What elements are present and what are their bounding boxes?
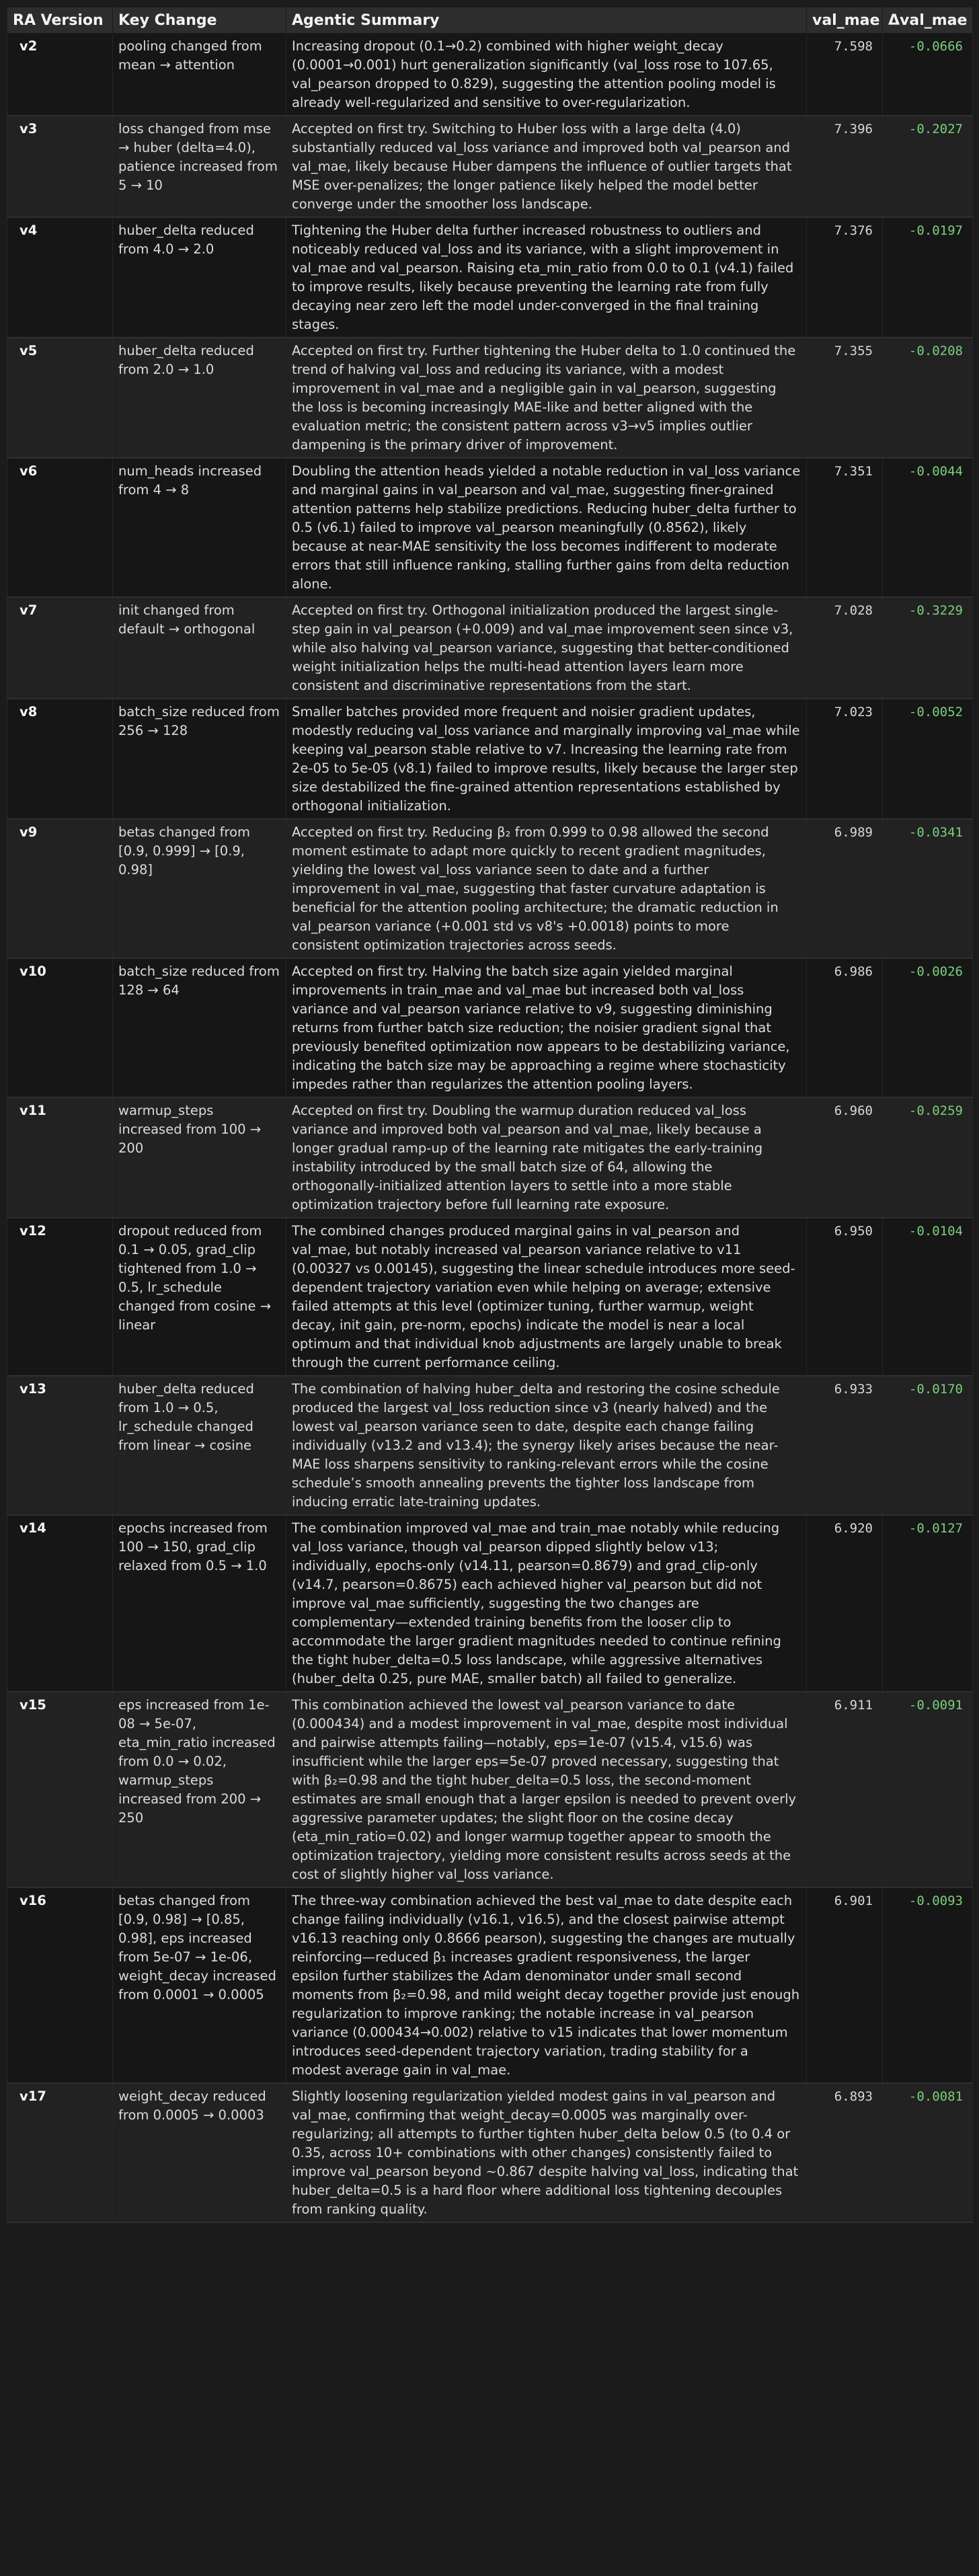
cell-version: v5 (7, 338, 113, 458)
cell-delta-val-mae: -0.0170 (883, 1376, 973, 1515)
table-row (7, 2083, 973, 2222)
cell-summary: Slightly loosening regularization yielded modest gains in val_pearson and val_mae, confirming that weight_decay=0.0005 was marginally over-regularizing; all attempts to further tighten huber_delta below 0.5 (to 0.4 or 0.35, across 10+ combinations with other changes) consistently failed to improve val_pearson beyond ~0.867 despite halving val_loss, indicating that huber_delta=0.5 is a hard floor where additional loss tightening decouples from ranking quality. (286, 2083, 807, 2222)
cell-key-change: warmup_steps increased from 100 → 200 (113, 1097, 286, 1218)
cell-val-mae: 6.960 (807, 1097, 883, 1218)
results-table (7, 7, 973, 2223)
cell-delta-val-mae: -0.0052 (883, 699, 973, 819)
cell-delta-val-mae: -0.0104 (883, 1218, 973, 1376)
header-delta-val-mae[interactable]: Δval_mae (883, 7, 973, 34)
cell-val-mae: 7.028 (807, 597, 883, 699)
cell-delta-val-mae: -0.2027 (883, 116, 973, 217)
cell-key-change: batch_size reduced from 256 → 128 (113, 699, 286, 819)
cell-val-mae: 7.376 (807, 217, 883, 338)
table-row (7, 1887, 973, 2083)
cell-key-change: weight_decay reduced from 0.0005 → 0.0003 (113, 2083, 286, 2222)
cell-summary: This combination achieved the lowest val_pearson variance to date (0.000434) and a modest improvement in val_mae, despite most individual and pairwise attempts failing—notably, eps=1e-07 (v15.4, v15.6) was insufficient while the larger eps=5e-07 proved necessary, suggesting that with β₂=0.98 and the tight huber_delta=0.5 loss, the second-moment estimates are small enough that a larger epsilon is needed to prevent overly aggressive parameter updates; the slight floor on the cosine decay (eta_min_ratio=0.02) and longer warmup together appear to smooth the optimization trajectory, yielding more consistent results across seeds at the cost of slightly higher val_loss variance. (286, 1692, 807, 1887)
header-key-change[interactable]: Key Change (113, 7, 286, 34)
cell-delta-val-mae: -0.0127 (883, 1515, 973, 1692)
cell-summary: Increasing dropout (0.1→0.2) combined with higher weight_decay (0.0001→0.001) hurt generalization significantly (val_loss rose to 107.65, val_pearson dropped to 0.829), suggesting the attention pooling model is already well-regularized and sensitive to over-regularization. (286, 34, 807, 116)
cell-delta-val-mae: -0.0044 (883, 458, 973, 597)
cell-val-mae: 7.396 (807, 116, 883, 217)
cell-delta-val-mae: -0.0259 (883, 1097, 973, 1218)
cell-delta-val-mae: -0.3229 (883, 597, 973, 699)
cell-summary: The three-way combination achieved the best val_mae to date despite each change failing individually (v16.1, v16.5), and the closest pairwise attempt v16.13 reaching only 0.8666 pearson), suggesting the changes are mutually reinforcing—reduced β₁ increases gradient responsiveness, the larger epsilon further stabilizes the Adam denominator under small second moments from β₂=0.98, and mild weight decay together provide just enough regularization to improve ranking; the notable increase in val_pearson variance (0.000434→0.002) relative to v15 indicates that lower momentum introduces seed-dependent trajectory variation, trading stability for a modest average gain in val_mae. (286, 1887, 807, 2083)
cell-version: v7 (7, 597, 113, 699)
cell-val-mae: 6.950 (807, 1218, 883, 1376)
table-row (7, 699, 973, 819)
cell-val-mae: 7.598 (807, 34, 883, 116)
cell-val-mae: 7.023 (807, 699, 883, 819)
cell-version: v9 (7, 819, 113, 958)
cell-version: v13 (7, 1376, 113, 1515)
cell-delta-val-mae: -0.0666 (883, 34, 973, 116)
header-row (7, 7, 973, 34)
cell-val-mae: 6.933 (807, 1376, 883, 1515)
table-row (7, 34, 973, 116)
cell-delta-val-mae: -0.0091 (883, 1692, 973, 1887)
cell-val-mae: 7.351 (807, 458, 883, 597)
cell-delta-val-mae: -0.0081 (883, 2083, 973, 2222)
table-row (7, 338, 973, 458)
cell-key-change: huber_delta reduced from 2.0 → 1.0 (113, 338, 286, 458)
table-row (7, 1515, 973, 1692)
table-row (7, 958, 973, 1097)
cell-version: v4 (7, 217, 113, 338)
cell-summary: The combined changes produced marginal gains in val_pearson and val_mae, but notably increased val_pearson variance relative to v11 (0.00327 vs 0.00145), suggesting the linear schedule introduces more seed-dependent trajectory variation even while helping on average; extensive failed attempts at this level (optimizer tuning, further warmup, weight decay, init gain, pre-norm, epochs) indicate the model is near a local optimum and that individual knob adjustments are largely unable to break through the current performance ceiling. (286, 1218, 807, 1376)
cell-key-change: num_heads increased from 4 → 8 (113, 458, 286, 597)
cell-delta-val-mae: -0.0341 (883, 819, 973, 958)
cell-version: v15 (7, 1692, 113, 1887)
cell-summary: Accepted on first try. Doubling the warmup duration reduced val_loss variance and improved both val_pearson and val_mae, likely because a longer gradual ramp-up of the learning rate mitigates the early-training instability introduced by the small batch size of 64, allowing the orthogonally-initialized attention layers to settle into a more stable optimization trajectory before full learning rate exposure. (286, 1097, 807, 1218)
cell-version: v8 (7, 699, 113, 819)
cell-key-change: dropout reduced from 0.1 → 0.05, grad_clip tightened from 1.0 → 0.5, lr_schedule changed from cosine → linear (113, 1218, 286, 1376)
cell-summary: Smaller batches provided more frequent and noisier gradient updates, modestly reducing val_loss variance and marginally improving val_mae while keeping val_pearson stable relative to v7. Increasing the learning rate from 2e-05 to 5e-05 (v8.1) failed to improve results, likely because the larger step size destabilized the fine-grained attention representations established by orthogonal initialization. (286, 699, 807, 819)
header-val-mae[interactable]: val_mae (807, 7, 883, 34)
table-row (7, 819, 973, 958)
cell-version: v12 (7, 1218, 113, 1376)
cell-val-mae: 6.901 (807, 1887, 883, 2083)
table-header (7, 7, 973, 34)
cell-key-change: huber_delta reduced from 1.0 → 0.5, lr_schedule changed from linear → cosine (113, 1376, 286, 1515)
cell-val-mae: 7.355 (807, 338, 883, 458)
cell-delta-val-mae: -0.0208 (883, 338, 973, 458)
cell-summary: Accepted on first try. Further tightening the Huber delta to 1.0 continued the trend of halving val_loss and reducing its variance, with a modest improvement in val_mae and a negligible gain in val_pearson, suggesting the loss is becoming increasingly MAE-like and better aligned with the evaluation metric; the consistent pattern across v3→v5 implies outlier dampening is the primary driver of improvement. (286, 338, 807, 458)
cell-summary: The combination of halving huber_delta and restoring the cosine schedule produced the largest val_loss reduction since v3 (nearly halved) and the lowest val_pearson variance seen to date, despite each change failing individually (v13.2 and v13.4); the synergy likely arises because the near-MAE loss sharpens sensitivity to ranking-relevant errors while the cosine schedule’s smooth annealing prevents the tighter loss landscape from inducing erratic late-training updates. (286, 1376, 807, 1515)
cell-version: v2 (7, 34, 113, 116)
cell-version: v17 (7, 2083, 113, 2222)
cell-summary: Accepted on first try. Halving the batch size again yielded marginal improvements in train_mae and val_mae but increased both val_loss variance and val_pearson variance relative to v9, suggesting diminishing returns from further batch size reduction; the noisier gradient signal that previously benefited optimization now appears to be destabilizing variance, indicating the batch size may be approaching a regime where stochasticity impedes rather than regularizes the attention pooling layers. (286, 958, 807, 1097)
table-row (7, 1376, 973, 1515)
cell-key-change: betas changed from [0.9, 0.999] → [0.9, 0.98] (113, 819, 286, 958)
cell-key-change: batch_size reduced from 128 → 64 (113, 958, 286, 1097)
cell-summary: Doubling the attention heads yielded a notable reduction in val_loss variance and marginal gains in val_pearson and val_mae, suggesting finer-grained attention patterns help stabilize predictions. Reducing huber_delta further to 0.5 (v6.1) failed to improve val_pearson meaningfully (0.8562), likely because at near-MAE sensitivity the loss becomes indifferent to moderate errors that still influence ranking, stalling further gains from delta reduction alone. (286, 458, 807, 597)
cell-version: v10 (7, 958, 113, 1097)
header-ra-version[interactable]: RA Version (7, 7, 113, 34)
cell-summary: Accepted on first try. Reducing β₂ from 0.999 to 0.98 allowed the second moment estimate to adapt more quickly to recent gradient magnitudes, yielding the lowest val_loss variance seen to date and a further improvement in val_mae, suggesting that faster curvature adaptation is beneficial for the attention pooling architecture; the dramatic reduction in val_pearson variance (+0.001 std vs v8's +0.0018) points to more consistent optimization trajectories across seeds. (286, 819, 807, 958)
cell-key-change: betas changed from [0.9, 0.98] → [0.85, 0.98], eps increased from 5e-07 → 1e-06, weight_decay increased from 0.0001 → 0.0005 (113, 1887, 286, 2083)
cell-delta-val-mae: -0.0093 (883, 1887, 973, 2083)
cell-key-change: eps increased from 1e-08 → 5e-07, eta_min_ratio increased from 0.0 → 0.02, warmup_steps increased from 200 → 250 (113, 1692, 286, 1887)
cell-val-mae: 6.986 (807, 958, 883, 1097)
cell-delta-val-mae: -0.0197 (883, 217, 973, 338)
table-row (7, 217, 973, 338)
cell-version: v6 (7, 458, 113, 597)
table-row (7, 1097, 973, 1218)
cell-summary: The combination improved val_mae and train_mae notably while reducing val_loss variance, though val_pearson dipped slightly below v13; individually, epochs-only (v14.11, pearson=0.8679) and grad_clip-only (v14.7, pearson=0.8675) each achieved higher val_pearson but did not improve val_mae sufficiently, suggesting the two changes are complementary—extended training benefits from the looser clip to accommodate the larger gradient magnitudes needed to continue refining the tight huber_delta=0.5 loss landscape, while aggressive alternatives (huber_delta 0.25, pure MAE, smaller batch) all failed to generalize. (286, 1515, 807, 1692)
cell-summary: Tightening the Huber delta further increased robustness to outliers and noticeably reduced val_loss and its variance, with a slight improvement in val_mae and val_pearson. Raising eta_min_ratio from 0.0 to 0.1 (v4.1) failed to improve results, likely because preventing the learning rate from fully decaying near zero left the model under-converged in the final training stages. (286, 217, 807, 338)
table-body (7, 34, 973, 2223)
cell-key-change: pooling changed from mean → attention (113, 34, 286, 116)
cell-version: v14 (7, 1515, 113, 1692)
cell-key-change: epochs increased from 100 → 150, grad_clip relaxed from 0.5 → 1.0 (113, 1515, 286, 1692)
cell-key-change: init changed from default → orthogonal (113, 597, 286, 699)
cell-val-mae: 6.920 (807, 1515, 883, 1692)
table-row (7, 116, 973, 217)
cell-val-mae: 6.893 (807, 2083, 883, 2222)
table-row (7, 458, 973, 597)
table-row (7, 1218, 973, 1376)
header-agentic-summary[interactable]: Agentic Summary (286, 7, 807, 34)
cell-version: v3 (7, 116, 113, 217)
cell-version: v16 (7, 1887, 113, 2083)
table-row (7, 597, 973, 699)
cell-val-mae: 6.989 (807, 819, 883, 958)
cell-version: v11 (7, 1097, 113, 1218)
cell-key-change: huber_delta reduced from 4.0 → 2.0 (113, 217, 286, 338)
cell-summary: Accepted on first try. Orthogonal initialization produced the largest single-step gain in val_pearson (+0.009) and val_mae improvement seen since v3, while also halving val_pearson variance, suggesting that better-conditioned weight initialization helps the multi-head attention layers learn more consistent and discriminative representations from the start. (286, 597, 807, 699)
cell-summary: Accepted on first try. Switching to Huber loss with a large delta (4.0) substantially reduced val_loss variance and improved both val_pearson and val_mae, likely because Huber dampens the influence of outlier targets that MSE over-penalizes; the longer patience likely helped the model better converge under the smoother loss landscape. (286, 116, 807, 217)
cell-key-change: loss changed from mse → huber (delta=4.0), patience increased from 5 → 10 (113, 116, 286, 217)
table-row (7, 1692, 973, 1887)
cell-val-mae: 6.911 (807, 1692, 883, 1887)
cell-delta-val-mae: -0.0026 (883, 958, 973, 1097)
